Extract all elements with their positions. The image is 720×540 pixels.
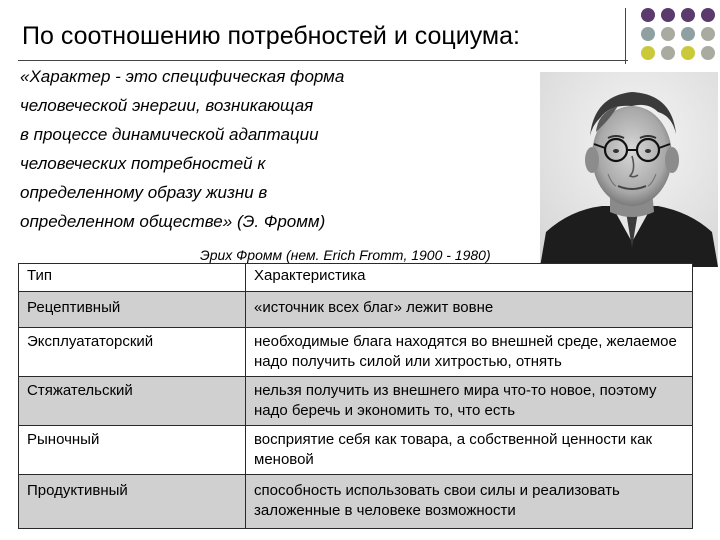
- type-cell: Эксплуататорский: [19, 328, 246, 377]
- photo-caption: Эрих Фромм (нем. Erich Fromm, 1900 - 1980): [200, 247, 491, 263]
- decor-dot: [681, 46, 695, 60]
- table-row: [19, 475, 693, 529]
- header-characteristic: Характеристика: [246, 264, 693, 292]
- quote-line: человеческих потребностей к: [20, 154, 266, 173]
- quote-line: «Характер - это специфическая форма: [20, 67, 345, 86]
- type-cell: Продуктивный: [19, 475, 246, 529]
- description-cell: способность использовать свои силы и реализовать заложенные в человеке возможности: [246, 475, 693, 529]
- quote-line: определенному образу жизни в: [20, 183, 268, 202]
- decorative-dot-grid: [641, 8, 720, 80]
- table-row: [19, 328, 693, 377]
- decor-dot: [701, 46, 715, 60]
- description-cell: нельзя получить из внешнего мира что-то новое, поэтому надо беречь и экономить то, что есть: [246, 377, 693, 426]
- decor-dot: [701, 27, 715, 41]
- type-cell: Рыночный: [19, 426, 246, 475]
- decor-dot: [681, 8, 695, 22]
- decor-dot: [701, 8, 715, 22]
- table-header-row: [19, 264, 693, 292]
- table-row: [19, 292, 693, 328]
- decor-dot: [641, 8, 655, 22]
- character-types-table: [18, 263, 693, 529]
- title-divider-vertical: [625, 8, 626, 64]
- title-underline: [18, 60, 628, 61]
- type-cell: Рецептивный: [19, 292, 246, 328]
- decor-dot: [661, 27, 675, 41]
- portrait-photo: [540, 72, 718, 267]
- type-cell: Стяжательский: [19, 377, 246, 426]
- decor-dot: [661, 46, 675, 60]
- description-cell: «источник всех благ» лежит вовне: [246, 292, 693, 328]
- decor-dot: [661, 8, 675, 22]
- decor-dot: [681, 27, 695, 41]
- quote-line: в процессе динамической адаптации: [20, 125, 319, 144]
- table-row: [19, 426, 693, 475]
- slide-title: По соотношению потребностей и социума:: [22, 22, 520, 50]
- header-type: Тип: [19, 264, 246, 292]
- decor-dot: [641, 27, 655, 41]
- description-cell: восприятие себя как товара, а собственной ценности как меновой: [246, 426, 693, 475]
- fromm-quote: [20, 62, 344, 236]
- description-cell: необходимые блага находятся во внешней среде, желаемое надо получить силой или хитростью, отнять: [246, 328, 693, 377]
- table-row: [19, 377, 693, 426]
- quote-line: человеческой энергии, возникающая: [20, 96, 314, 115]
- decor-dot: [641, 46, 655, 60]
- quote-line: определенном обществе» (Э. Фромм): [20, 212, 326, 231]
